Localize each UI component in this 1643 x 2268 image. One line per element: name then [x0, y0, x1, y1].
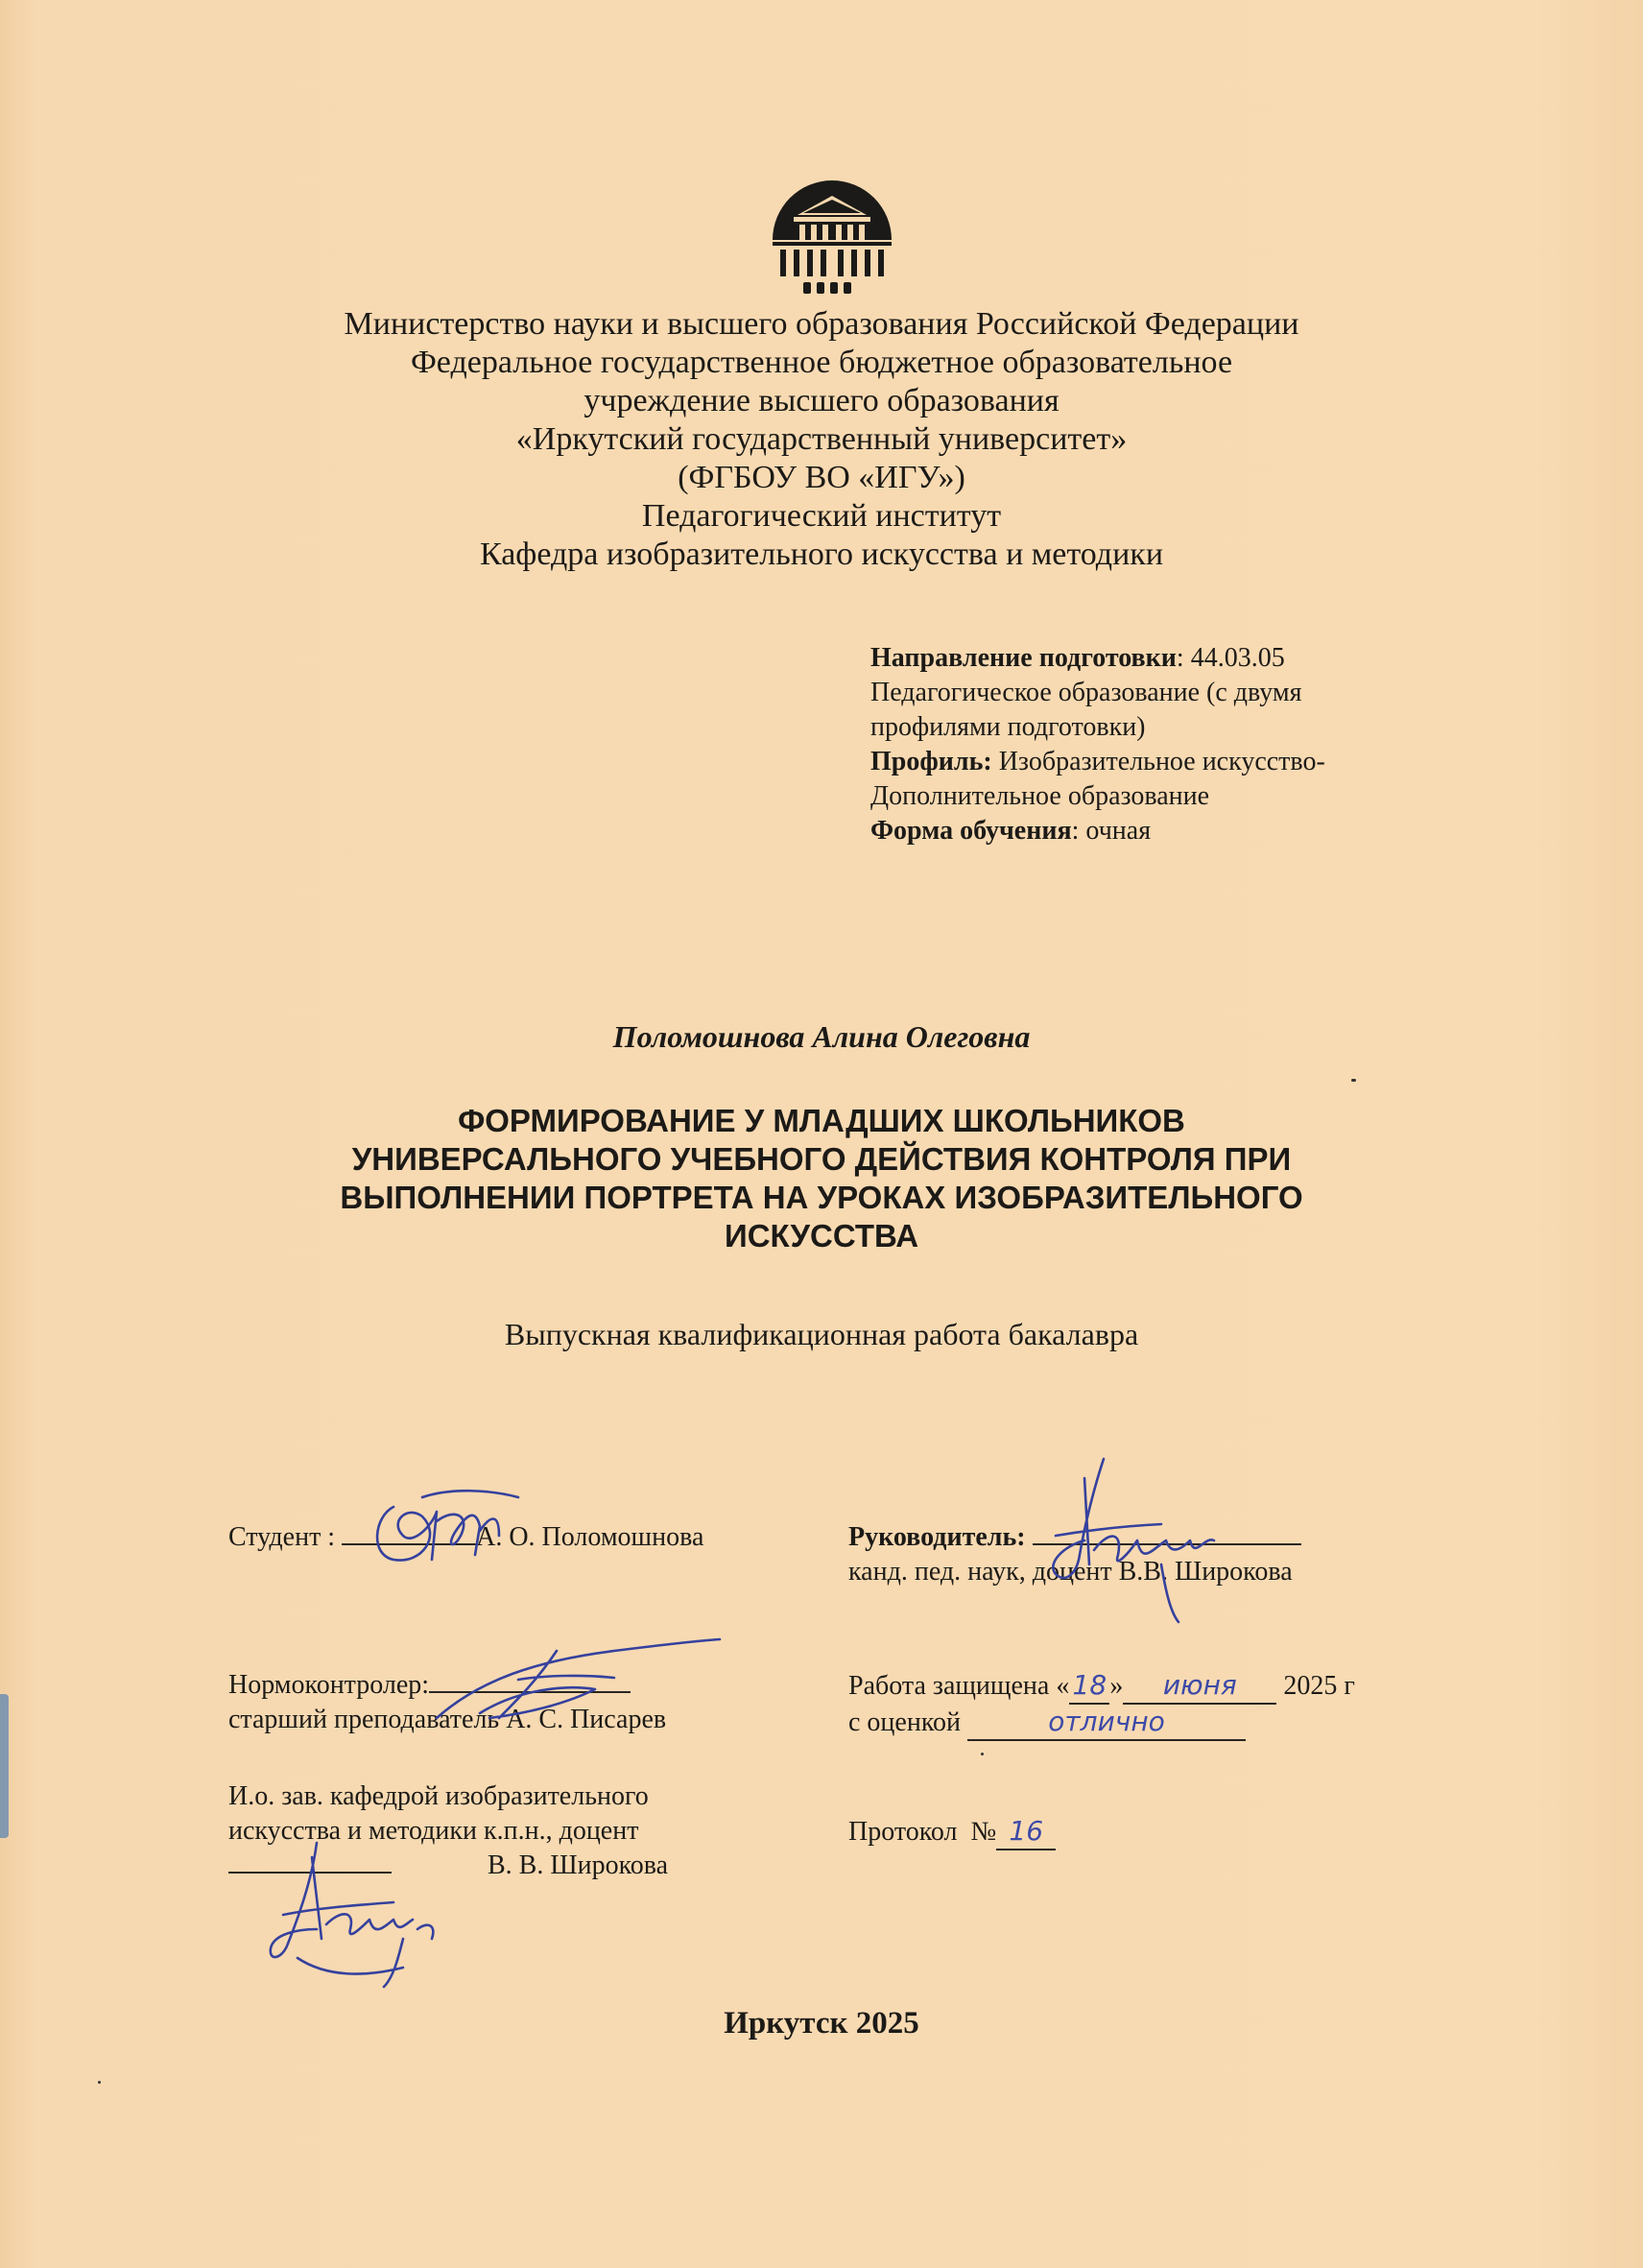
grade-line: [848, 1705, 1355, 1741]
scan-speck: [98, 2081, 101, 2084]
supervisor-signature-icon: [988, 1449, 1238, 1632]
scan-speck: [1351, 1079, 1356, 1082]
thesis-title: [0, 1102, 1643, 1255]
form-label: Форма обучения: [870, 816, 1072, 846]
defense-line: [848, 1668, 1355, 1705]
protocol-label: Протокол: [848, 1817, 958, 1847]
title-line-4: ИСКУССТВА: [724, 1218, 919, 1253]
header-line-federal: Федеральное государственное бюджетное образовательное: [410, 345, 1233, 380]
header-line-university: «Иркутский государственный университет»: [515, 421, 1128, 457]
protocol-number-sign: №: [970, 1817, 997, 1847]
supervisor-label: Руководитель:: [848, 1522, 1026, 1552]
head-line-1: И.о. зав. кафедрой изобразительного: [228, 1781, 649, 1811]
profile-line-2: Дополнительное образование: [870, 781, 1210, 811]
defense-month: июня: [1123, 1668, 1276, 1705]
profile-line: [870, 745, 1408, 779]
work-type: Выпускная квалификационная работа бакалавра: [504, 1317, 1139, 1351]
normcontrol-details: старший преподаватель А. С. Писарев: [228, 1705, 667, 1734]
normcontrol-label: Нормоконтролер:: [228, 1670, 430, 1700]
student-label: Студент :: [228, 1522, 336, 1552]
direction-line: [870, 641, 1408, 676]
head-name: В. В. Широкова: [488, 1850, 669, 1880]
defense-block: [848, 1668, 1355, 1741]
author-name: Поломошнова Алина Олеговна: [612, 1019, 1031, 1054]
header-line-institute: Педагогический институт: [641, 498, 1002, 534]
direction-line-2: Педагогическое образование (с двумя: [870, 678, 1302, 707]
form-line: [870, 814, 1408, 848]
profile-label: Профиль:: [870, 747, 992, 776]
university-building-emblem-icon: [765, 173, 899, 298]
normcontrol-signature-icon: [422, 1622, 729, 1737]
title-line-2: УНИВЕРСАЛЬНОГО УЧЕБНОГО ДЕЙСТВИЯ КОНТРОЛЯ ПРИ: [351, 1141, 1292, 1177]
header-line-abbreviation: (ФГБОУ ВО «ИГУ»): [678, 460, 965, 495]
student-signature-icon: [365, 1478, 537, 1584]
header-line-department: Кафедра изобразительного искусства и методики: [479, 537, 1164, 572]
program-info: [870, 641, 1408, 848]
scan-speck: [981, 1753, 984, 1755]
defense-prefix: Работа защищена «: [848, 1671, 1070, 1701]
defense-day: 18: [1069, 1668, 1109, 1705]
binding-clip: [0, 1694, 9, 1838]
profile-value: Изобразительное искусство-: [991, 747, 1325, 776]
grade-label: с оценкой: [848, 1707, 961, 1737]
city-year: Иркутск 2025: [724, 2006, 919, 2041]
head-line-2: искусства и методики к.п.н., доцент: [228, 1816, 639, 1846]
form-value: : очная: [1071, 816, 1152, 846]
title-line-1: ФОРМИРОВАНИЕ У МЛАДШИХ ШКОЛЬНИКОВ: [458, 1103, 1185, 1138]
protocol-number: 16: [996, 1814, 1056, 1850]
defense-year: 2025 г: [1283, 1671, 1355, 1701]
direction-line-3: профилями подготовки): [870, 712, 1146, 742]
institution-header: [0, 305, 1643, 574]
supervisor-details: канд. пед. наук, доцент В.В. Широкова: [848, 1557, 1293, 1587]
grade-value: отлично: [967, 1705, 1246, 1741]
protocol-line: [848, 1814, 1056, 1850]
header-line-institution: учреждение высшего образования: [583, 383, 1060, 418]
title-line-3: ВЫПОЛНЕНИИ ПОРТРЕТА НА УРОКАХ ИЗОБРАЗИТЕЛЬНОГО: [340, 1180, 1303, 1215]
header-line-ministry: Министерство науки и высшего образования Российской Федерации: [344, 306, 1299, 342]
student-name: А. О. Поломошнова: [476, 1522, 704, 1552]
direction-value: : 44.03.05: [1176, 643, 1285, 673]
defense-mid: »: [1109, 1671, 1124, 1701]
direction-label: Направление подготовки: [870, 643, 1177, 673]
head-signature-icon: [259, 1833, 470, 1996]
